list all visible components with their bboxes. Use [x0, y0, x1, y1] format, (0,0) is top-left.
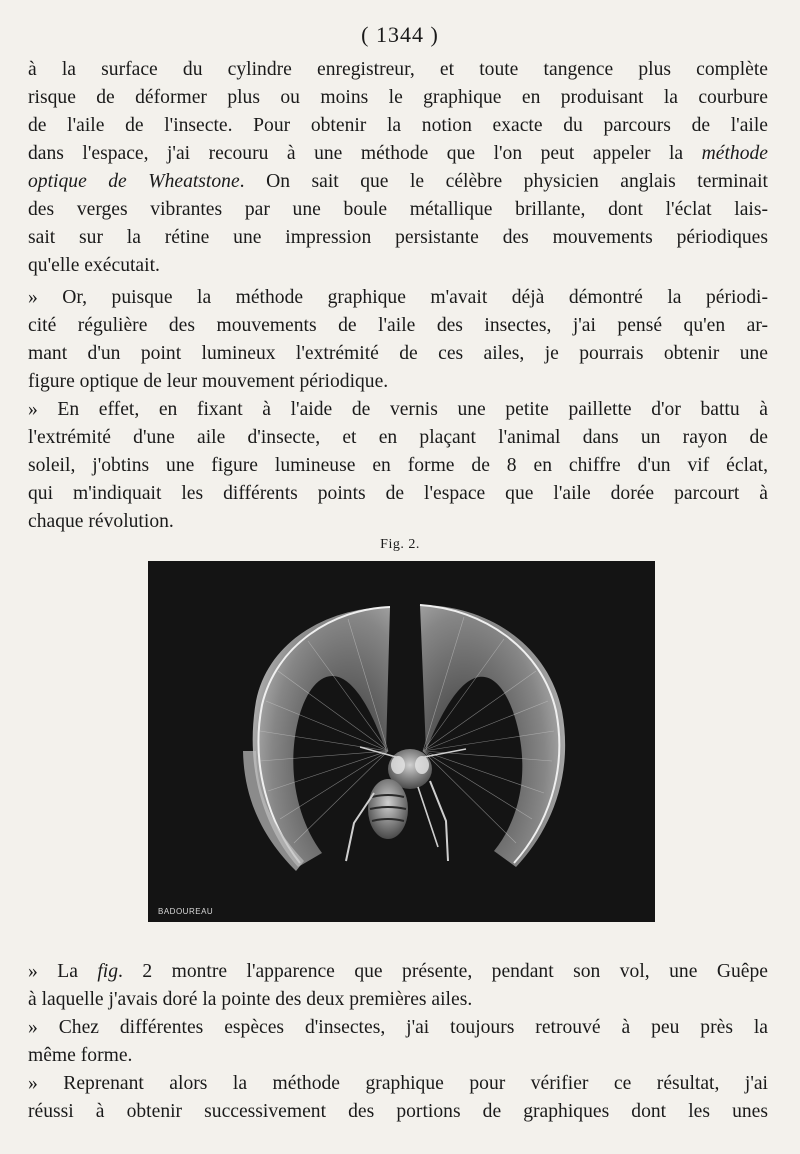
text-line-with-italic: [28, 168, 768, 196]
text-line: » En effet, en fixant à l'aide de vernis une petite paillette d'or battu à: [28, 399, 768, 420]
text-line: figure optique de leur mouvement périodique.: [28, 371, 389, 392]
paragraph-2: [28, 284, 768, 396]
text-line: qui m'indiquait les différents points de l'espace que l'aile dorée parcourt à: [28, 483, 768, 504]
text-segment: dans l'espace, j'ai recouru à une méthode que l'on peut appeler la: [28, 143, 702, 164]
wasp-body: [346, 747, 466, 861]
text-line: » Or, puisque la méthode graphique m'avait déjà démontré la périodi-: [28, 287, 768, 308]
text-line: de l'aile de l'insecte. Pour obtenir la notion exacte du parcours de l'aile: [28, 115, 768, 136]
text-line: même forme.: [28, 1045, 133, 1066]
text-line: réussi à obtenir successivement des portions de graphiques dont les unes: [28, 1101, 768, 1122]
text-line: à la surface du cylindre enregistreur, et toute tangence plus complète: [28, 59, 768, 80]
page-number: ( 1344 ): [361, 22, 439, 47]
italic-term: méthode: [701, 143, 768, 164]
text-line: soleil, j'obtins une figure lumineuse en forme de 8 en chiffre d'un vif éclat,: [28, 455, 768, 476]
text-segment: . 2 montre l'apparence que présente, pendant son vol, une Guêpe: [118, 961, 768, 982]
text-line: cité régulière des mouvements de l'aile des insectes, j'ai pensé qu'en ar-: [28, 315, 768, 336]
text-line: l'extrémité d'une aile d'insecte, et en plaçant l'animal dans un rayon de: [28, 427, 768, 448]
left-wing-sweep: [243, 607, 390, 871]
italic-term: optique de Wheatstone: [28, 171, 240, 192]
italic-term: fig: [97, 961, 119, 982]
text-line: » Reprenant alors la méthode graphique pour vérifier ce résultat, j'ai: [28, 1073, 768, 1094]
engraver-signature: BADOUREAU: [158, 907, 214, 916]
figure-caption: Fig. 2.: [380, 537, 420, 552]
text-line: à laquelle j'avais doré la pointe des deux premières ailes.: [28, 989, 473, 1010]
paragraph-4: [28, 958, 768, 1126]
text-line: des verges vibrantes par une boule métallique brillante, dont l'éclat lais-: [28, 199, 768, 220]
text-line: mant d'un point lumineux l'extrémité de ces ailes, je pourrais obtenir une: [28, 343, 768, 364]
text-line: risque de déformer plus ou moins le graphique en produisant la courbure: [28, 87, 768, 108]
wasp-with-gilded-wing-tips-icon: [148, 561, 655, 922]
text-segment: . On sait que le célèbre physicien anglais terminait: [239, 171, 768, 192]
text-line: » Chez différentes espèces d'insectes, j'ai toujours retrouvé à peu près la: [28, 1017, 768, 1038]
paragraph-3: [28, 396, 768, 536]
figure-engraving: [148, 561, 655, 922]
text-line: chaque révolution.: [28, 511, 174, 532]
text-line: sait sur la rétine une impression persistante des mouvements périodiques: [28, 227, 768, 248]
text-segment: » La: [28, 961, 98, 982]
text-line-with-italic: [28, 958, 768, 986]
paragraph-1: [28, 56, 768, 280]
text-line: qu'elle exécutait.: [28, 255, 160, 276]
text-line-with-italic: [28, 140, 768, 168]
right-wing-sweep: [420, 605, 565, 867]
